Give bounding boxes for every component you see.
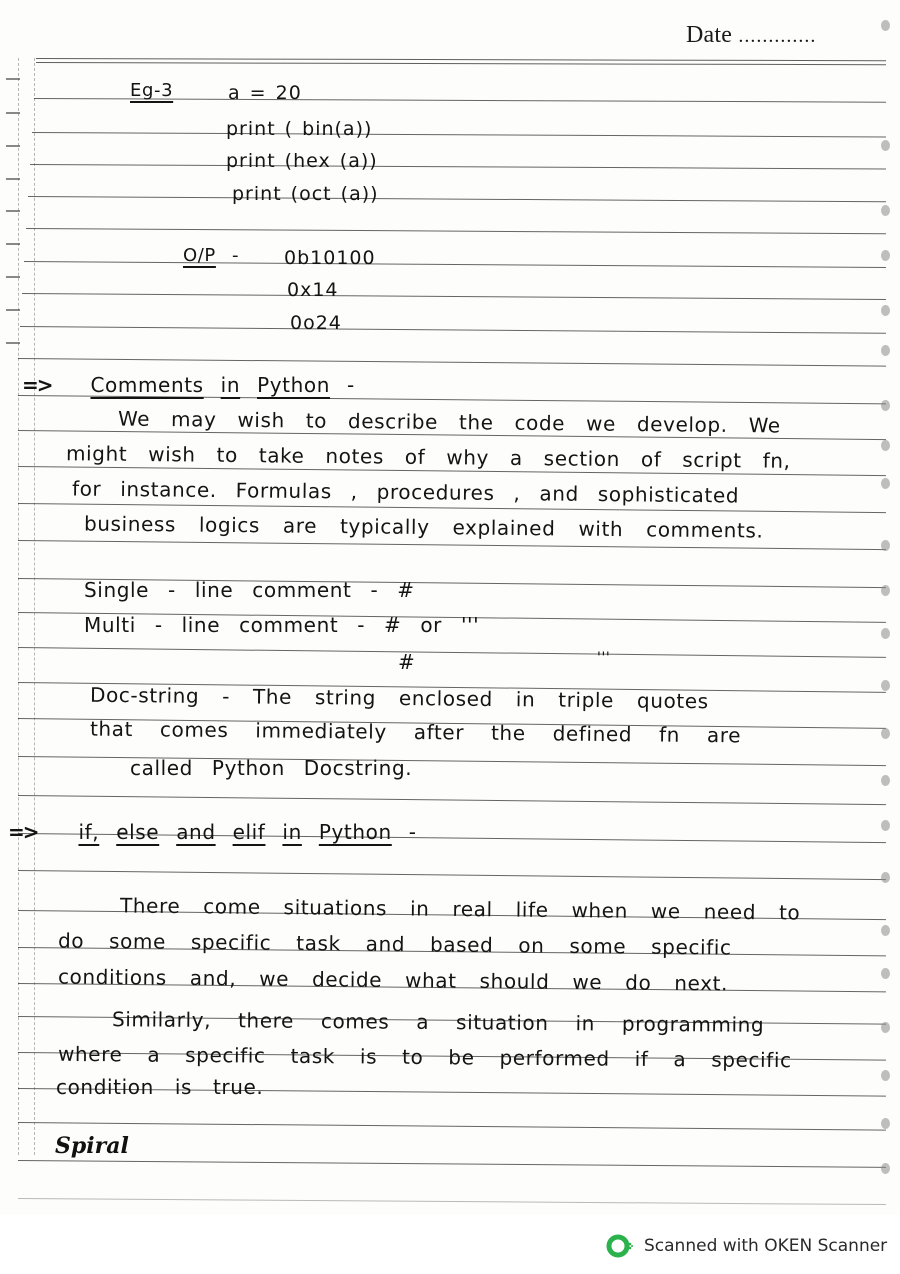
- heading-word: if,: [78, 820, 100, 844]
- margin-tick: [6, 78, 20, 80]
- docstring-line: Doc-string - The string enclosed in triple quotes: [89, 682, 709, 714]
- example-label: Eg-3: [130, 80, 174, 101]
- spiral-hole: [881, 400, 890, 411]
- spiral-hole: [881, 250, 890, 261]
- multi-line-hash: #: [398, 650, 416, 674]
- margin-tick: [6, 112, 20, 114]
- spiral-hole: [881, 1118, 890, 1129]
- spiral-hole: [881, 925, 890, 936]
- date-field: [686, 22, 816, 49]
- heading-word: elif: [232, 820, 266, 844]
- margin-tick: [6, 145, 20, 147]
- scanner-watermark: [606, 1232, 887, 1260]
- notebook-brand: Spiral: [55, 1133, 129, 1159]
- rule: [20, 326, 886, 334]
- paragraph-line: Similarly, there comes a situation in programming: [111, 1007, 765, 1037]
- heading-word: and: [176, 820, 216, 844]
- margin-tick: [6, 178, 20, 180]
- spiral-hole: [881, 440, 890, 451]
- spiral-hole: [881, 140, 890, 151]
- rule: [24, 261, 886, 268]
- margin-line: [34, 58, 35, 1155]
- multi-line-comment: Multi - line comment - # or ''': [84, 613, 480, 637]
- oken-scanner-logo-icon: [606, 1232, 634, 1260]
- margin-line: [18, 58, 19, 1155]
- rule: [18, 358, 886, 367]
- heading-word: Comments: [90, 373, 204, 397]
- margin-tick: [6, 276, 20, 278]
- header-rule: [36, 58, 886, 61]
- spiral-hole: [881, 20, 890, 31]
- spiral-hole: [881, 305, 890, 316]
- rule: [18, 1198, 886, 1205]
- spiral-hole: [881, 1163, 890, 1174]
- rule: [18, 870, 886, 880]
- heading-suffix: -: [346, 373, 355, 397]
- heading-suffix: -: [408, 820, 417, 844]
- spiral-hole: [881, 1070, 890, 1081]
- date-placeholder: .............: [738, 25, 817, 47]
- code-line: print ( bin(a)): [226, 118, 373, 140]
- spiral-hole: [881, 820, 890, 831]
- spiral-hole: [881, 1022, 890, 1033]
- spiral-hole: [881, 628, 890, 639]
- spiral-hole: [881, 775, 890, 786]
- paragraph-line: We may wish to describe the code we develop. We: [117, 406, 781, 438]
- scanner-text: Scanned with OKEN Scanner: [644, 1236, 888, 1256]
- output-value: 0o24: [290, 312, 342, 334]
- rule: [26, 228, 886, 234]
- output-separator: -: [232, 245, 240, 266]
- rule: [18, 1160, 886, 1168]
- multi-line-quotes: ''': [597, 650, 611, 666]
- margin-tick: [6, 210, 20, 212]
- single-line-comment: Single - line comment - #: [84, 578, 415, 602]
- margin-tick: [6, 342, 20, 344]
- paragraph-line: for instance. Formulas , procedures , and sophisticated: [71, 476, 740, 508]
- paragraph-line: where a specific task is to be performed if a specific: [57, 1041, 792, 1073]
- heading-word: else: [116, 820, 160, 844]
- paragraph-line: do some specific task and based on some specific: [57, 928, 732, 960]
- paragraph-line: might wish to take notes of why a section of script fn,: [65, 441, 791, 473]
- heading-word: in: [282, 820, 302, 844]
- code-line: print (hex (a)): [226, 150, 378, 172]
- spiral-hole: [881, 205, 890, 216]
- paragraph-line: conditions and, we decide what should we do next.: [57, 964, 729, 996]
- paragraph-line: business logics are typically explained with comments.: [83, 511, 764, 543]
- rule: [32, 132, 886, 137]
- margin-tick: [6, 309, 20, 311]
- heading-word: Python: [318, 820, 392, 844]
- arrow-icon: =>: [22, 373, 52, 397]
- output-value: 0b10100: [284, 247, 376, 269]
- output-label: O/P: [183, 245, 216, 266]
- docstring-line: called Python Docstring.: [130, 756, 413, 780]
- date-label: Date: [686, 22, 733, 48]
- heading-word: Python: [257, 373, 331, 397]
- spiral-hole: [881, 680, 890, 691]
- rule: [18, 1122, 886, 1131]
- rule: [28, 196, 886, 202]
- rule: [18, 795, 886, 805]
- output-value: 0x14: [287, 279, 339, 301]
- spiral-hole: [881, 540, 890, 551]
- spiral-hole: [881, 478, 890, 489]
- spiral-hole: [881, 585, 890, 596]
- margin-tick: [6, 243, 20, 245]
- spiral-hole: [881, 968, 890, 979]
- code-line: a = 20: [228, 82, 302, 104]
- spiral-hole: [881, 728, 890, 739]
- spiral-hole: [881, 872, 890, 883]
- paragraph-line: There come situations in real life when we need to: [119, 893, 801, 925]
- docstring-line: that comes immediately after the defined fn are: [89, 716, 742, 748]
- code-line: print (oct (a)): [232, 183, 379, 205]
- paragraph-line: condition is true.: [56, 1075, 264, 1099]
- spiral-hole: [881, 345, 890, 356]
- section-heading: [8, 820, 417, 844]
- arrow-icon: =>: [8, 820, 38, 844]
- rule: [22, 293, 886, 300]
- rule: [30, 164, 886, 169]
- rule: [18, 647, 886, 658]
- heading-word: in: [220, 373, 241, 397]
- section-heading: [22, 373, 355, 397]
